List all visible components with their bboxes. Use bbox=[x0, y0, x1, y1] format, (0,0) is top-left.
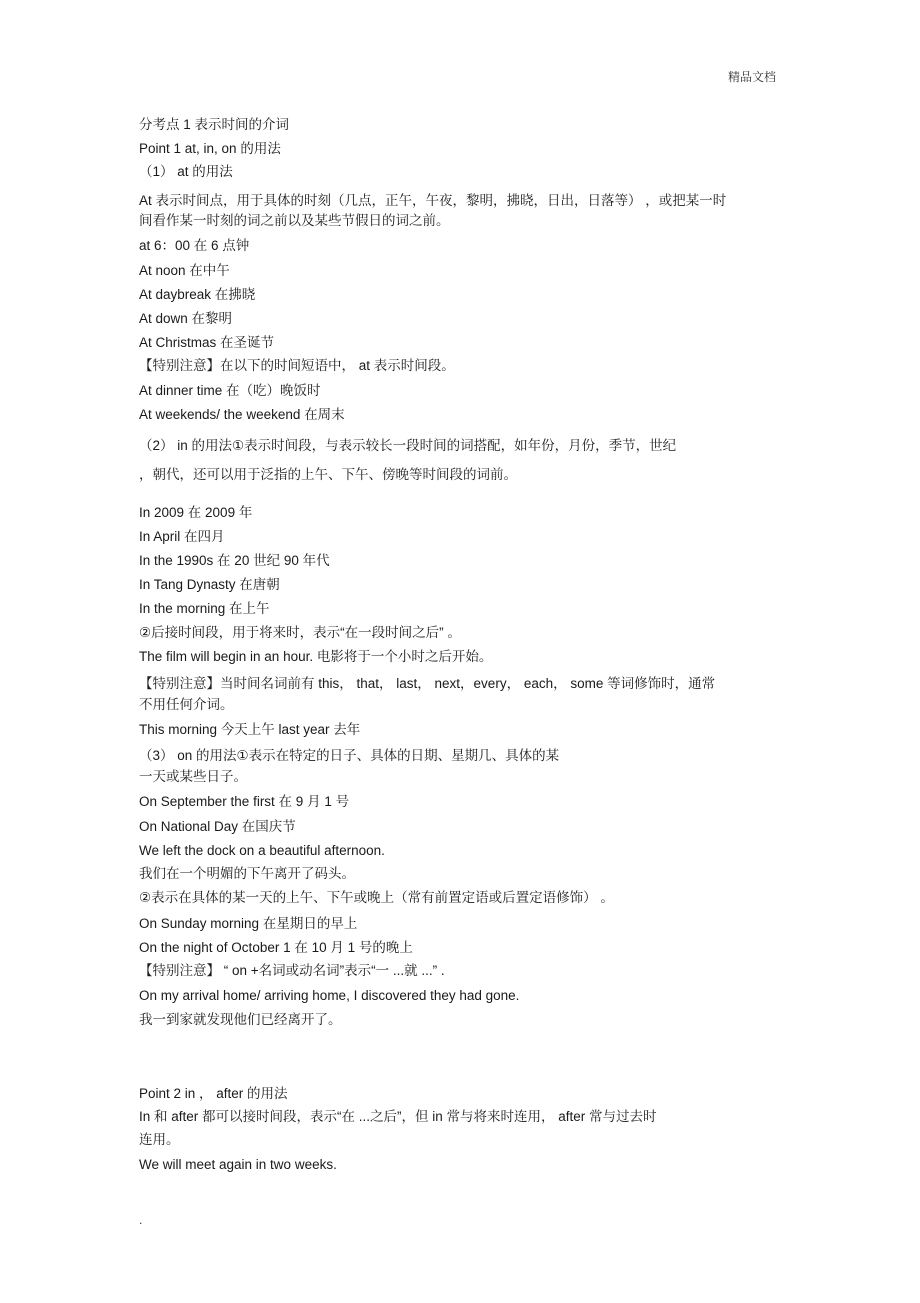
text-line: At Christmas 在圣诞节 bbox=[139, 335, 275, 350]
text-line: In the morning 在上午 bbox=[139, 601, 270, 616]
text-line: We left the dock on a beautiful afternoon. bbox=[139, 843, 385, 858]
text-line: At daybreak 在拂晓 bbox=[139, 287, 256, 302]
text-line: In Tang Dynasty 在唐朝 bbox=[139, 577, 280, 592]
text-line: 我们在一个明媚的下午离开了码头。 bbox=[139, 866, 355, 881]
text-line: 【特别注意】 “ on +名词或动名词”表示“一 ...就 ...” . bbox=[139, 963, 445, 978]
text-line: 分考点 1 表示时间的介词 bbox=[139, 117, 290, 132]
text-line: at 6：00 在 6 点钟 bbox=[139, 238, 250, 253]
text-line: 连用。 bbox=[139, 1132, 180, 1147]
text-line: ②后接时间段，用于将来时，表示“在一段时间之后” 。 bbox=[139, 625, 461, 640]
text-line: （2） in 的用法①表示时间段，与表示较长一段时间的词搭配，如年份，月份，季节，世纪 bbox=[139, 438, 677, 453]
text-line: 一天或某些日子。 bbox=[139, 769, 247, 784]
text-line: 【特别注意】当时间名词前有 this， that， last， next，every， each， some 等词修饰时，通常 bbox=[139, 676, 716, 691]
text-line: The film will begin in an hour. 电影将于一个小时之后开始。 bbox=[139, 649, 493, 664]
text-line: 【特别注意】在以下的时间短语中， at 表示时间段。 bbox=[139, 358, 455, 373]
text-line: This morning 今天上午 last year 去年 bbox=[139, 722, 361, 737]
text-line: In April 在四月 bbox=[139, 529, 225, 544]
text-line: At 表示时间点，用于具体的时刻（几点，正午，午夜，黎明，拂晓，日出，日落等） ，或把某一时 bbox=[139, 193, 727, 208]
page-header: 精品文档 bbox=[727, 70, 776, 84]
text-line: Point 2 in ， after 的用法 bbox=[139, 1086, 288, 1101]
text-line: At weekends/ the weekend 在周末 bbox=[139, 407, 345, 422]
text-line: On the night of October 1 在 10 月 1 号的晚上 bbox=[139, 940, 413, 955]
text-line: （3） on 的用法①表示在特定的日子、具体的日期、星期几、具体的某 bbox=[139, 748, 560, 763]
text-line: ②表示在具体的某一天的上午、下午或晚上（常有前置定语或后置定语修饰） 。 bbox=[139, 890, 614, 905]
text-line: On Sunday morning 在星期日的早上 bbox=[139, 916, 358, 931]
text-line: 我一到家就发现他们已经离开了。 bbox=[139, 1012, 342, 1027]
text-line: On my arrival home/ arriving home, I discovered they had gone. bbox=[139, 988, 520, 1003]
text-line: On National Day 在国庆节 bbox=[139, 819, 296, 834]
text-line: At noon 在中午 bbox=[139, 263, 230, 278]
text-line: ，朝代，还可以用于泛指的上午、下午、傍晚等时间段的词前。 bbox=[139, 467, 517, 482]
text-line: In the 1990s 在 20 世纪 90 年代 bbox=[139, 553, 330, 568]
page-footer: . bbox=[139, 1213, 143, 1227]
text-line: On September the first 在 9 月 1 号 bbox=[139, 794, 350, 809]
text-line: At dinner time 在（吃）晚饭时 bbox=[139, 383, 321, 398]
text-line: 不用任何介词。 bbox=[139, 697, 234, 712]
text-line: （1） at 的用法 bbox=[139, 164, 233, 179]
text-line: At down 在黎明 bbox=[139, 311, 233, 326]
text-line: Point 1 at, in, on 的用法 bbox=[139, 141, 281, 156]
text-line: 间看作某一时刻的词之前以及某些节假日的词之前。 bbox=[139, 213, 450, 228]
text-line: In 和 after 都可以接时间段，表示“在 ...之后”，但 in 常与将来时连用， after 常与过去时 bbox=[139, 1109, 657, 1124]
text-line: We will meet again in two weeks. bbox=[139, 1157, 337, 1172]
text-line: In 2009 在 2009 年 bbox=[139, 505, 253, 520]
